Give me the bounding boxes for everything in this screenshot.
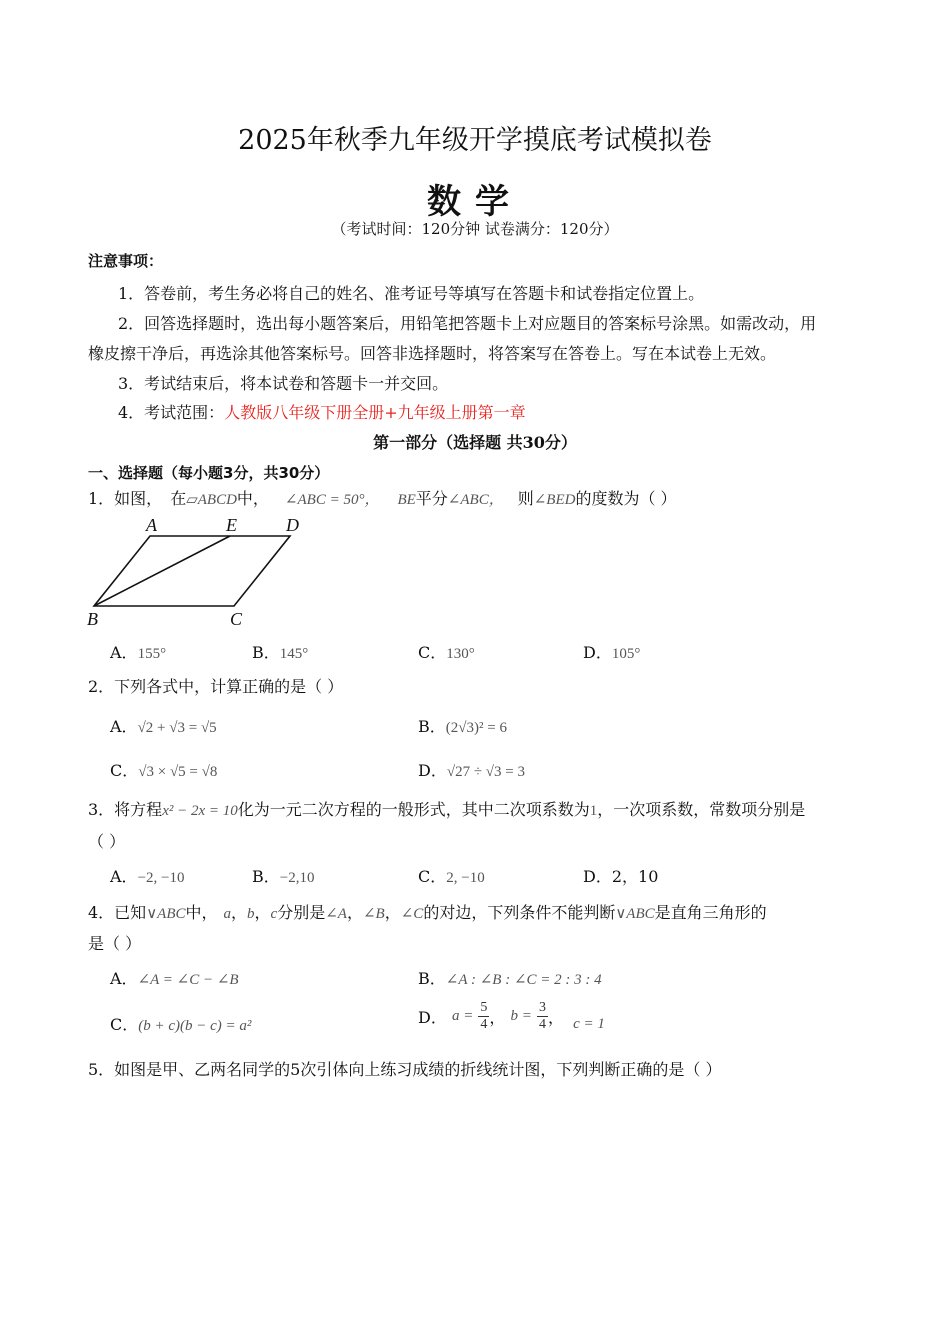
notice-item-2-line1: 2．回答选择题时，选出每小题答案后，用铅笔把答题卡上对应题目的答案标号涂黑。如需改动，用: [118, 314, 817, 333]
q4-text: ，: [384, 903, 401, 922]
exam-title: 2025年秋季九年级开学摸底考试模拟卷: [238, 125, 712, 156]
denominator: 4: [480, 1017, 488, 1032]
q4-text: ，: [254, 903, 271, 922]
question-3-stem: [88, 797, 805, 820]
option-label: B．: [252, 867, 280, 886]
vertex-label-a: A: [146, 515, 157, 535]
q4-math: c: [270, 906, 278, 922]
option-label: D．: [418, 1008, 447, 1027]
q1-math-5: ∠BED: [533, 492, 576, 508]
option-label: C．: [418, 867, 447, 886]
comma: ，: [547, 1008, 564, 1027]
q1-option-d[interactable]: [583, 640, 640, 663]
q4-option-b[interactable]: [418, 966, 602, 989]
option-label: C．: [110, 761, 139, 780]
q1-text-1: 在: [170, 489, 187, 508]
q1-math-3: BE: [397, 492, 416, 508]
q3-math-1: x² − 2x = 10: [162, 803, 238, 819]
parallelogram-figure: [84, 512, 314, 632]
option-label: A．: [110, 867, 138, 886]
vertex-label-c: C: [230, 609, 243, 629]
vertex-label-d: D: [286, 515, 299, 535]
q4-math: ∠A: [325, 906, 347, 922]
option-label: A．: [110, 969, 138, 988]
notice-heading: 注意事项：: [88, 252, 164, 270]
q4-text: 4．已知: [88, 903, 147, 922]
question-5-stem: 5．如图是甲、乙两名同学的5次引体向上练习成绩的折线统计图，下列判断正确的是（ ）: [88, 1060, 722, 1079]
fraction-three-quarters: [537, 1000, 548, 1033]
option-value: √3 × √5 = √8: [138, 764, 218, 780]
q4-text: ，: [346, 903, 363, 922]
option-label: A．: [110, 643, 138, 662]
option-var-c: c = 1: [573, 1016, 605, 1032]
option-value: 155°: [137, 646, 167, 662]
exam-range: 人教版八年级下册全册+九年级上册第一章: [224, 403, 526, 422]
q4-text: 的对边，下列条件不能判断: [423, 903, 616, 922]
option-value: −2,10: [279, 870, 315, 886]
section-heading: 一、选择题（每小题3分，共30分）: [88, 464, 330, 482]
subject-title: 数学: [427, 182, 523, 222]
exam-time-info: （考试时间：120分钟 试卷满分：120分）: [331, 220, 619, 238]
option-label: B．: [418, 969, 446, 988]
notice-item-4: [118, 400, 526, 423]
option-value: (b + c)(b − c) = a²: [138, 1018, 252, 1034]
q3-option-b[interactable]: [252, 864, 314, 887]
vertex-label-b: B: [87, 609, 98, 629]
q3-text-3: ，一次项系数，常数项分别是: [597, 800, 806, 819]
part1-heading: 第一部分（选择题 共30分）: [373, 433, 577, 452]
option-value: 2，10: [611, 867, 659, 886]
option-value: (2√3)² = 6: [445, 720, 507, 736]
parallelogram-abcd: [94, 536, 290, 606]
q3-option-d[interactable]: [583, 864, 658, 887]
q2-option-d[interactable]: [418, 758, 525, 781]
q1-math-2: ∠ABC = 50°，: [284, 492, 380, 508]
q1-option-a[interactable]: [110, 640, 166, 663]
q4-option-d[interactable]: [418, 1000, 605, 1033]
q1-math-1: ▱ABCD: [186, 492, 237, 508]
option-value: √2 + √3 = √5: [137, 720, 217, 736]
q4-math: ∨ABC: [146, 906, 186, 922]
q1-text-5: 的度数为（ ）: [575, 489, 677, 508]
question-1-stem: [88, 486, 677, 509]
comma: ，: [489, 1008, 506, 1027]
q4-math: ∠C: [400, 906, 424, 922]
option-value: 130°: [446, 646, 475, 662]
q2-option-a[interactable]: [110, 714, 217, 737]
q4-math: ∨ABC: [615, 906, 655, 922]
option-label: C．: [418, 643, 447, 662]
fraction-five-quarters: [478, 1000, 489, 1033]
q2-option-b[interactable]: [418, 714, 507, 737]
q3-option-a[interactable]: [110, 864, 184, 887]
option-value: ∠A : ∠B : ∠C = 2 : 3 : 4: [445, 972, 602, 988]
q4-option-c[interactable]: [110, 1012, 251, 1035]
segment-be: [94, 536, 230, 606]
option-label: A．: [110, 717, 138, 736]
option-label: D．: [583, 867, 612, 886]
q4-math: a: [223, 906, 232, 922]
q3-text-2: 化为一元二次方程的一般形式，其中二次项系数为: [237, 800, 590, 819]
q1-text-3: 平分: [415, 489, 448, 508]
q4-text: 中，: [185, 903, 218, 922]
question-2-stem: 2．下列各式中，计算正确的是（ ）: [88, 677, 344, 696]
option-value: 145°: [279, 646, 309, 662]
q3-option-c[interactable]: [418, 864, 485, 887]
option-label: D．: [583, 643, 612, 662]
q1-text-4: 则: [517, 489, 534, 508]
option-value: 105°: [611, 646, 641, 662]
q4-text: ，: [231, 903, 248, 922]
option-label: D．: [418, 761, 447, 780]
denominator: 4: [538, 1017, 546, 1032]
option-label: B．: [418, 717, 446, 736]
q1-option-b[interactable]: [252, 640, 308, 663]
numerator: 5: [480, 1000, 488, 1015]
q4-text: 分别是: [277, 903, 326, 922]
q1-text-2: 中，: [236, 489, 269, 508]
option-value: 2, −10: [446, 870, 485, 886]
notice-item-3: 3．考试结束后，将本试卷和答题卡一并交回。: [118, 374, 449, 393]
q1-option-c[interactable]: [418, 640, 475, 663]
question-3-line2: （ ）: [88, 832, 126, 851]
q4-math: ∠B: [362, 906, 385, 922]
numerator: 3: [538, 1000, 546, 1015]
q1-math-4: ∠ABC，: [447, 492, 504, 508]
q4-option-a[interactable]: [110, 966, 239, 989]
option-var-a: a =: [451, 1008, 474, 1024]
option-value: −2, −10: [137, 870, 185, 886]
option-label: B．: [252, 643, 280, 662]
notice-item-4-prefix: 4．考试范围：: [118, 403, 225, 422]
question-4-line2: 是（ ）: [88, 934, 142, 953]
option-label: C．: [110, 1015, 139, 1034]
q1-num: 1．如图，: [88, 489, 163, 508]
question-4-stem: [88, 900, 767, 923]
q4-text: 是直角三角形的: [654, 903, 767, 922]
q4-math: b: [247, 906, 255, 922]
vertex-label-e: E: [226, 515, 237, 535]
notice-item-1: 1．答卷前，考生务必将自己的姓名、准考证号等填写在答题卡和试卷指定位置上。: [118, 284, 705, 303]
option-var-b: b =: [510, 1008, 532, 1024]
q3-math-2: 1: [589, 803, 598, 819]
q3-text-1: 3．将方程: [88, 800, 163, 819]
option-value: √27 ÷ √3 = 3: [446, 764, 526, 780]
q2-option-c[interactable]: [110, 758, 217, 781]
notice-item-2-line2: 橡皮擦干净后，再选涂其他答案标号。回答非选择题时，将答案写在答卷上。写在本试卷上无效。: [88, 344, 777, 363]
option-value: ∠A = ∠C − ∠B: [137, 972, 239, 988]
